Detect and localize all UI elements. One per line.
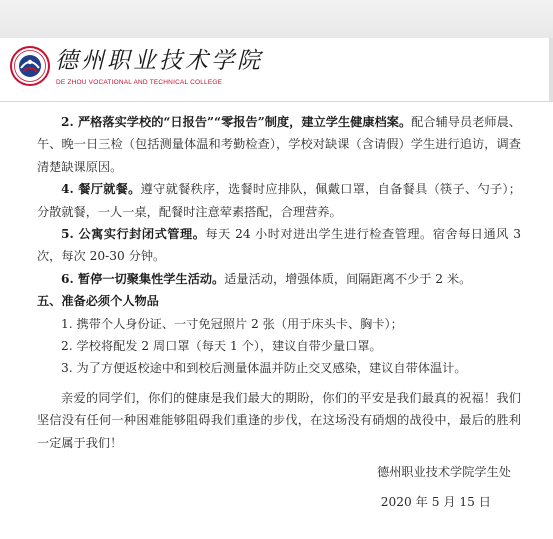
item-2-text: 配合辅导员老师晨、午、晚一日三检（包括测量体温和考勤检查），学校对缺课（含请假）学生进行追访，调查清楚缺课原因。: [37, 115, 521, 174]
list-item: 3. 为了方便返校途中和到校后测量体温并防止交叉感染，建议自带体温计。: [61, 361, 467, 376]
item-5: [37, 223, 521, 268]
item-2: [37, 111, 521, 178]
list-item: 2. 学校将配发 2 周口罩（每天 1 个），建议自带少量口罩。: [61, 339, 382, 354]
list-item: 1. 携带个人身份证、一寸免冠照片 2 张（用于床头卡、胸卡）；: [61, 316, 403, 331]
notice-body: [37, 111, 521, 513]
item-4-text: 遵守就餐秩序，选餐时应排队，佩戴口罩，自备餐具（筷子、勺子）；分散就餐，一人一桌，配餐时注意荤素搭配，合理营养。: [37, 182, 521, 219]
date: 2020 年 5 月 15 日: [380, 494, 491, 509]
item-6: [37, 268, 521, 290]
item-5-text: 每天 24 小时对进出学生进行检查管理。宿舍每日通风 3 次，每次 20-30 分钟。: [37, 227, 521, 264]
item-4-heading: 4. 餐厅就餐。: [61, 182, 141, 197]
item-4: [37, 178, 521, 223]
item-2-heading: 2. 严格落实学校的“日报告”“零报告”制度，建立学生健康档案。: [61, 115, 412, 129]
header-band: [0, 0, 553, 38]
section-5-title: 五、准备必须个人物品: [37, 294, 159, 309]
item-5-heading: 5. 公寓实行封闭式管理。: [61, 227, 206, 242]
item-6-heading: 6. 暂停一切聚集性学生活动。: [61, 271, 225, 286]
signature: 德州职业技术学院学生处: [376, 465, 511, 480]
college-logo-icon: [10, 46, 50, 86]
header-edge: [549, 38, 553, 102]
item-6-text: 适量活动，增强体质，间隔距离不少于 2 米。: [224, 271, 472, 286]
letterhead: [0, 0, 553, 108]
school-name-en: DE ZHOU VOCATIONAL AND TECHNICAL COLLEGE: [56, 79, 223, 86]
school-name-cn: 德州职业技术学院: [55, 48, 263, 74]
header-divider: [0, 101, 553, 102]
closing-paragraph: 亲爱的同学们，你们的健康是我们最大的期盼，你们的平安是我们最真的祝福！我们坚信没有任何一种困难能够阻碍我们重逢的步伐，在这场没有硝烟的战役中，最后的胜利一定属于我们！: [37, 390, 521, 450]
